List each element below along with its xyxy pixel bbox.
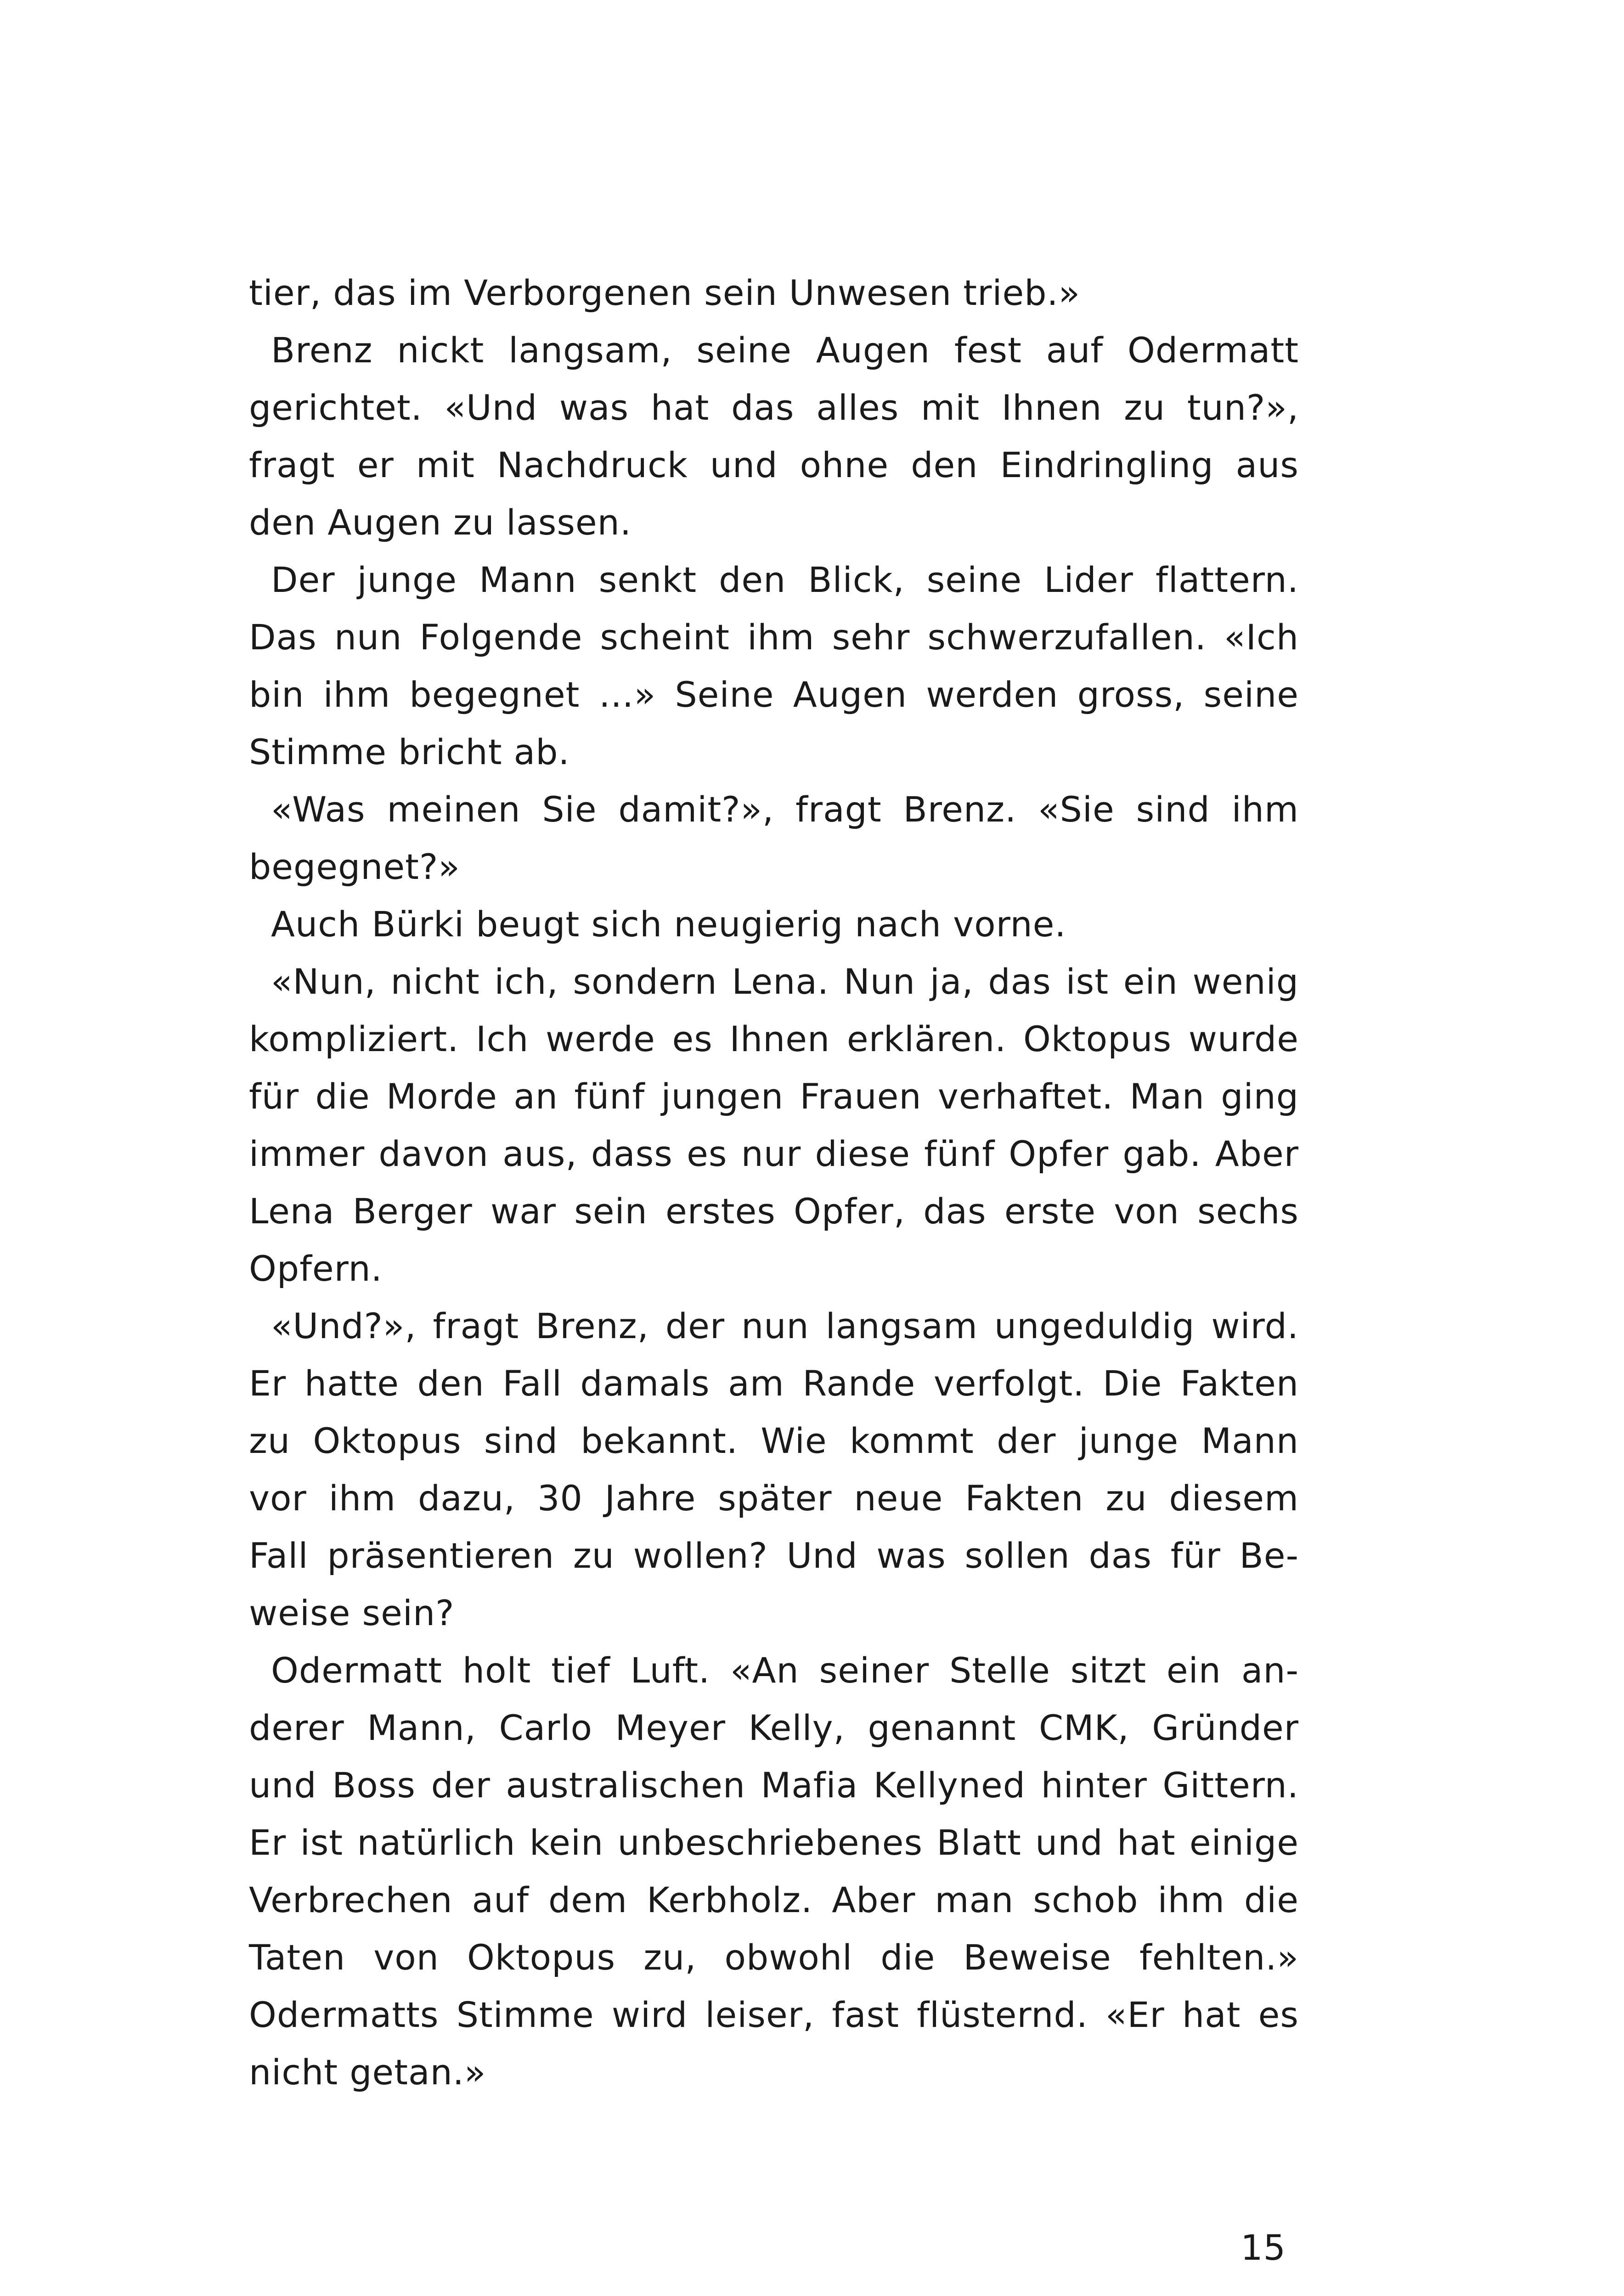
text-line-29: Verbrechen auf dem Kerbholz. Aber man schob ihm die (249, 1880, 1299, 1920)
text-line-25: Odermatt holt tief Luft. «An seiner Stelle sitzt ein an- (271, 1650, 1299, 1691)
text-line-3: gerichtet. «Und was hat das alles mit Ihnen zu tun?», (249, 387, 1299, 428)
text-line-17: Lena Berger war sein erstes Opfer, das erste von sechs (249, 1191, 1299, 1232)
text-line-24: weise sein? (249, 1593, 455, 1633)
text-line-31: Odermatts Stimme wird leiser, fast flüsternd. «Er hat es (249, 1994, 1299, 2035)
text-line-16: immer davon aus, dass es nur diese fünf Opfer gab. Aber (249, 1133, 1299, 1174)
text-line-18: Opfern. (249, 1248, 383, 1289)
text-line-13: «Nun, nicht ich, sondern Lena. Nun ja, das ist ein wenig (271, 961, 1299, 1002)
text-line-15: für die Morde an fünf jungen Frauen verhaftet. Man ging (249, 1076, 1299, 1117)
text-line-26: derer Mann, Carlo Meyer Kelly, genannt CMK, Gründer (249, 1707, 1299, 1748)
body-text (249, 264, 1299, 2101)
text-line-1: tier, das im Verborgenen sein Unwesen trieb.» (249, 272, 1081, 313)
text-line-6: Der junge Mann senkt den Blick, seine Lider flattern. (271, 559, 1299, 600)
page-number: 15 (1241, 2227, 1286, 2268)
text-line-12: Auch Bürki beugt sich neugierig nach vorne. (271, 904, 1066, 945)
text-line-14: kompliziert. Ich werde es Ihnen erklären. Oktopus wurde (249, 1019, 1299, 1059)
text-line-21: zu Oktopus sind bekannt. Wie kommt der junge Mann (249, 1420, 1299, 1461)
text-line-28: Er ist natürlich kein unbeschriebenes Blatt und hat einige (249, 1822, 1299, 1863)
text-line-22: vor ihm dazu, 30 Jahre später neue Fakten zu diesem (249, 1478, 1299, 1519)
text-line-4: fragt er mit Nachdruck und ohne den Eindringling aus (249, 445, 1299, 485)
text-line-5: den Augen zu lassen. (249, 502, 632, 543)
text-line-9: Stimme bricht ab. (249, 732, 570, 772)
text-line-30: Taten von Oktopus zu, obwohl die Beweise fehlten.» (249, 1937, 1299, 1978)
text-line-20: Er hatte den Fall damals am Rande verfolgt. Die Fakten (249, 1363, 1299, 1404)
text-line-19: «Und?», fragt Brenz, der nun langsam ungeduldig wird. (271, 1306, 1299, 1346)
text-line-10: «Was meinen Sie damit?», fragt Brenz. «Sie sind ihm (271, 789, 1299, 830)
text-line-7: Das nun Folgende scheint ihm sehr schwerzufallen. «Ich (249, 617, 1299, 658)
text-line-23: Fall präsentieren zu wollen? Und was sollen das für Be- (249, 1535, 1299, 1576)
text-line-11: begegnet?» (249, 846, 460, 887)
text-line-27: und Boss der australischen Mafia Kellyned hinter Gittern. (249, 1765, 1299, 1806)
text-line-8: bin ihm begegnet …» Seine Augen werden gross, seine (249, 674, 1299, 715)
text-line-32: nicht getan.» (249, 2052, 486, 2093)
text-line-2: Brenz nickt langsam, seine Augen fest auf Odermatt (271, 330, 1299, 371)
